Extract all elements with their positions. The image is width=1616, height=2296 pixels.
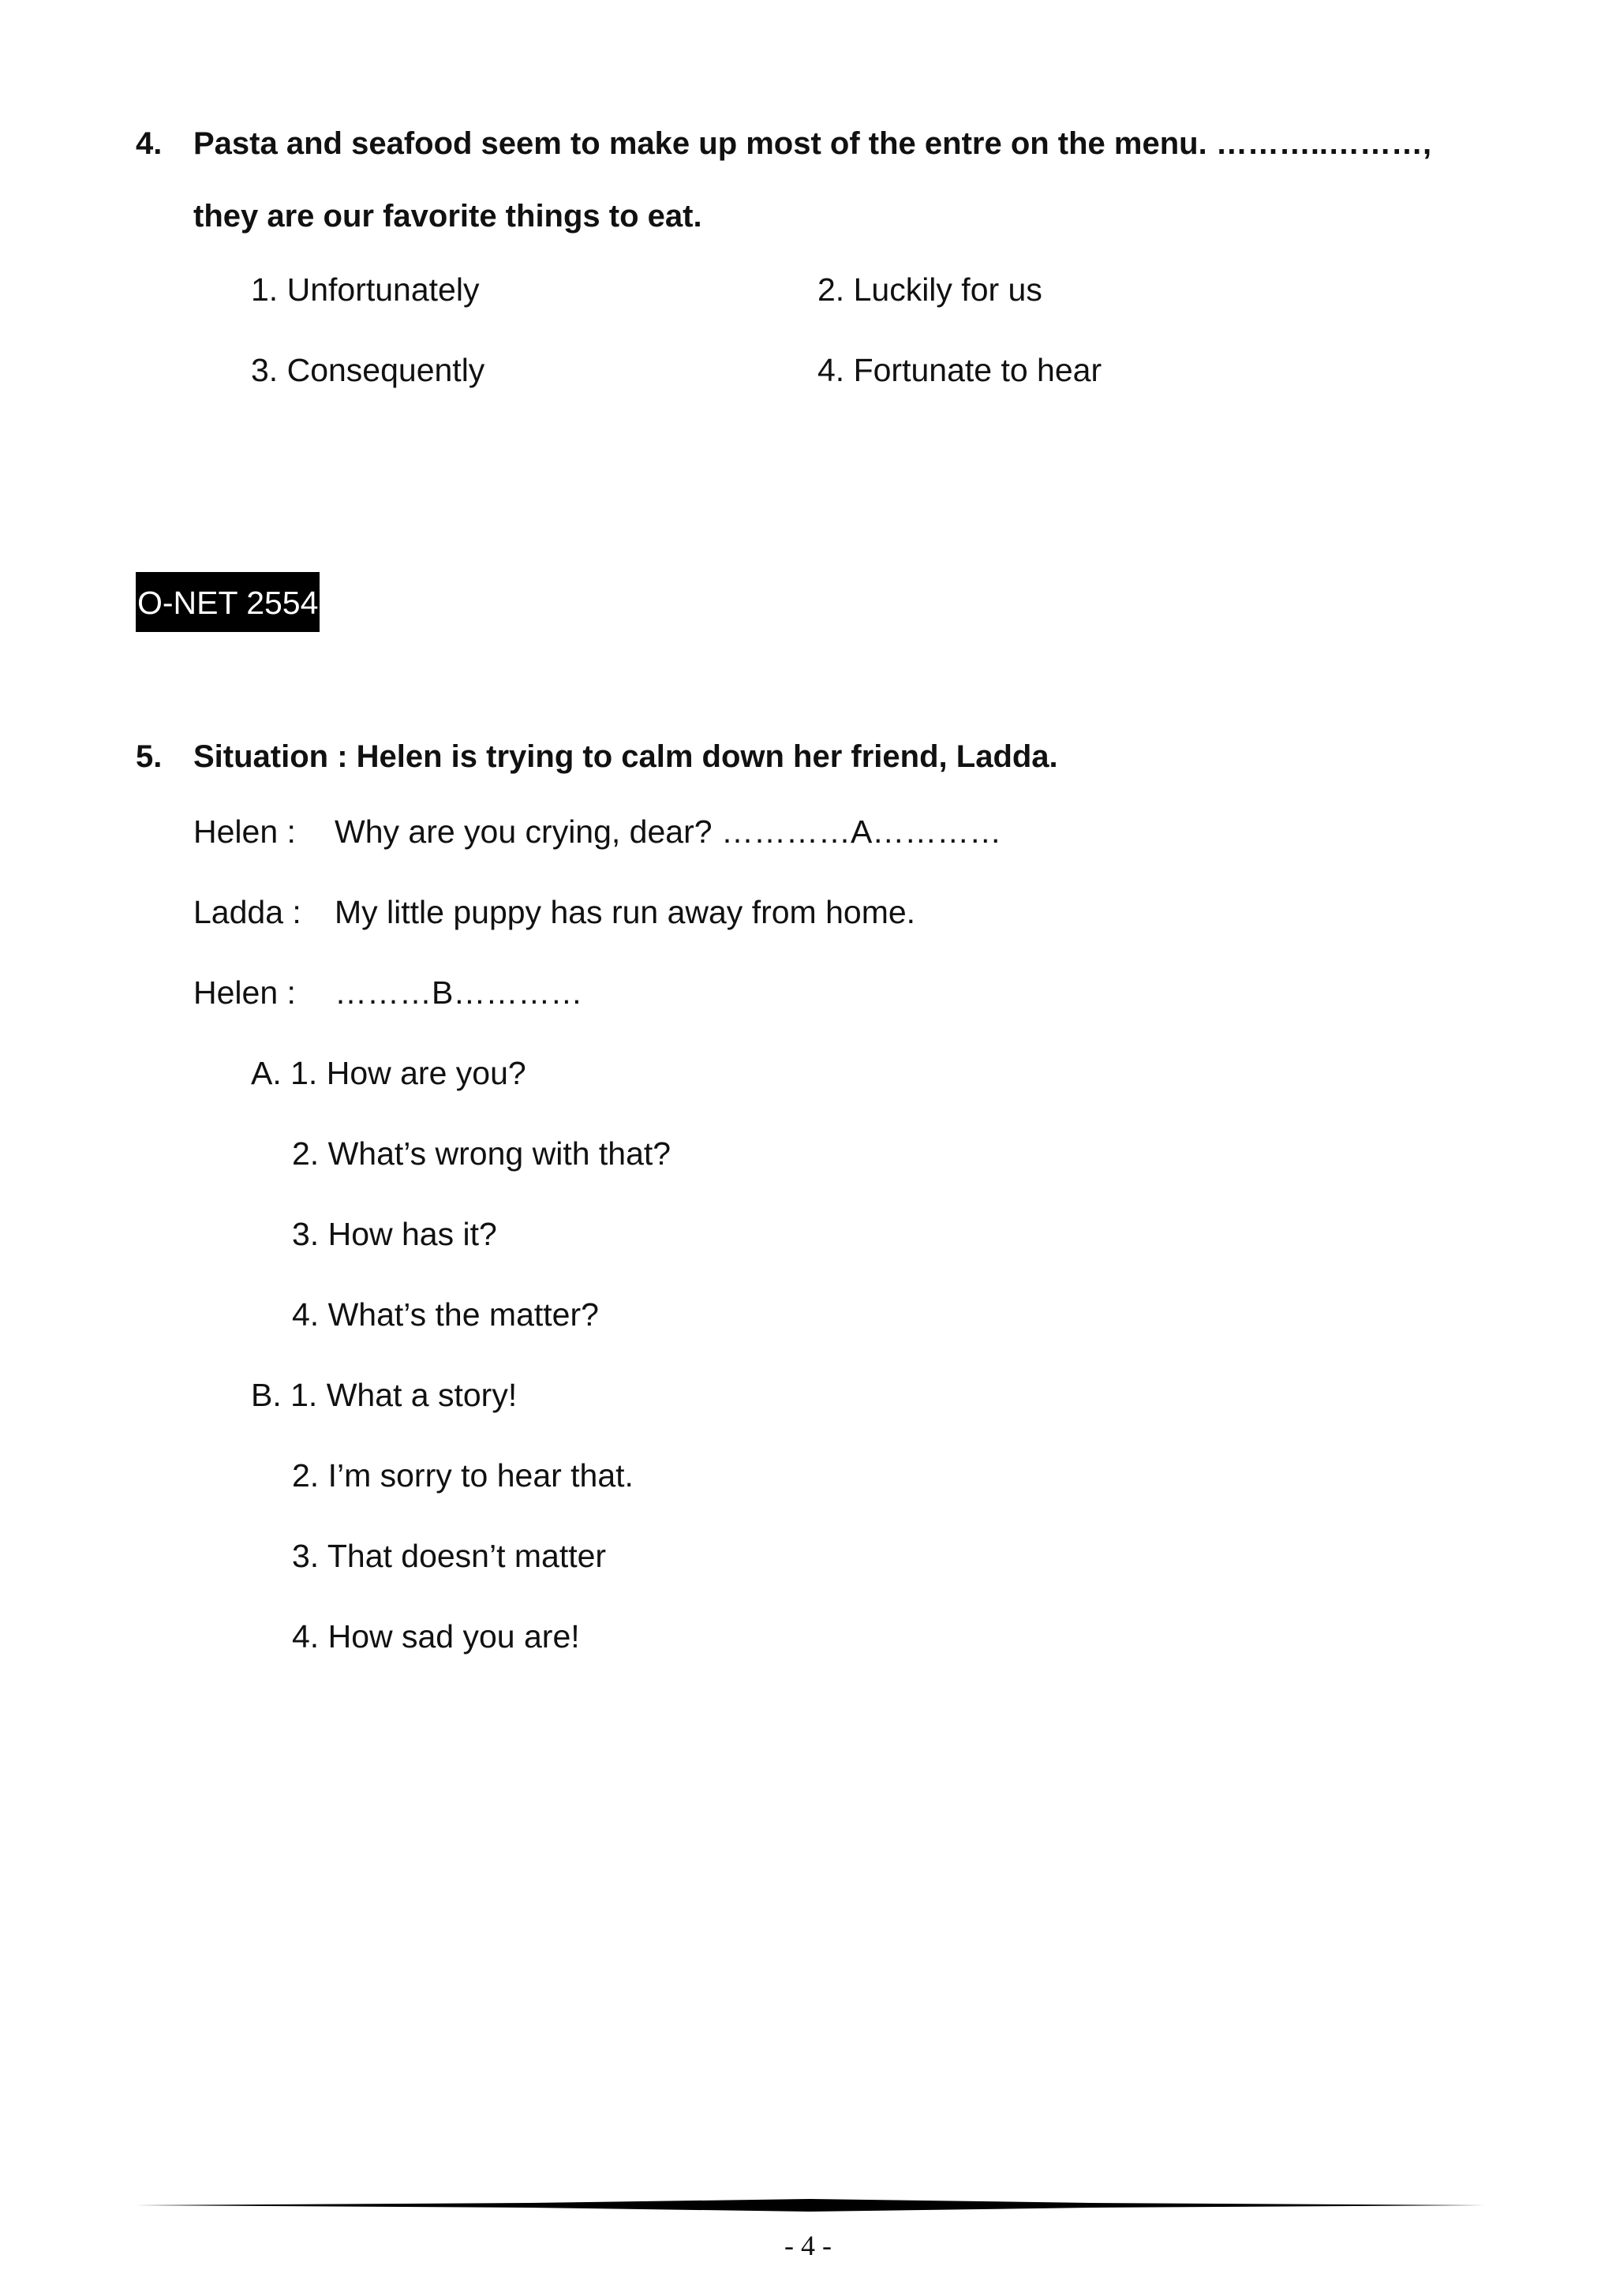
- part-a-option-4: 4. What’s the matter?: [292, 1296, 599, 1333]
- question-4-number: 4.: [136, 126, 163, 161]
- question-4-option-2: 2. Luckily for us: [817, 271, 1042, 308]
- dialogue-speaker-1: Helen :: [193, 813, 296, 850]
- question-4-option-4: 4. Fortunate to hear: [817, 352, 1102, 388]
- page-number: - 4 -: [784, 2230, 832, 2261]
- question-5-situation: Situation : Helen is trying to calm down her friend, Ladda.: [193, 739, 1058, 774]
- question-5-number: 5.: [136, 739, 163, 774]
- part-b-option-3: 3. That doesn’t matter: [292, 1538, 607, 1574]
- question-4-option-3: 3. Consequently: [251, 352, 485, 388]
- dialogue-speaker-2: Ladda :: [193, 894, 301, 930]
- part-b-option-2: 2. I’m sorry to hear that.: [292, 1457, 634, 1494]
- question-4-option-1: 1. Unfortunately: [251, 271, 480, 308]
- part-b-option-1: B. 1. What a story!: [251, 1377, 518, 1413]
- part-b-option-4: 4. How sad you are!: [292, 1618, 580, 1655]
- dialogue-line-1: Why are you crying, dear? …………A…………: [335, 813, 1002, 850]
- question-4-stem-line-2: they are our favorite things to eat.: [193, 199, 702, 234]
- footer-rule: [136, 2196, 1485, 2215]
- dialogue-line-2: My little puppy has run away from home.: [335, 894, 916, 930]
- part-a-option-1: A. 1. How are you?: [251, 1055, 526, 1091]
- part-a-option-3: 3. How has it?: [292, 1216, 497, 1252]
- dialogue-line-3: ………B…………: [335, 974, 583, 1011]
- part-a-option-2: 2. What’s wrong with that?: [292, 1135, 671, 1172]
- question-4-stem-line-1: Pasta and seafood seem to make up most of the entre on the menu. ………..………,: [193, 126, 1432, 161]
- dialogue-speaker-3: Helen :: [193, 974, 296, 1011]
- exam-section-tag: O-NET 2554: [136, 572, 320, 632]
